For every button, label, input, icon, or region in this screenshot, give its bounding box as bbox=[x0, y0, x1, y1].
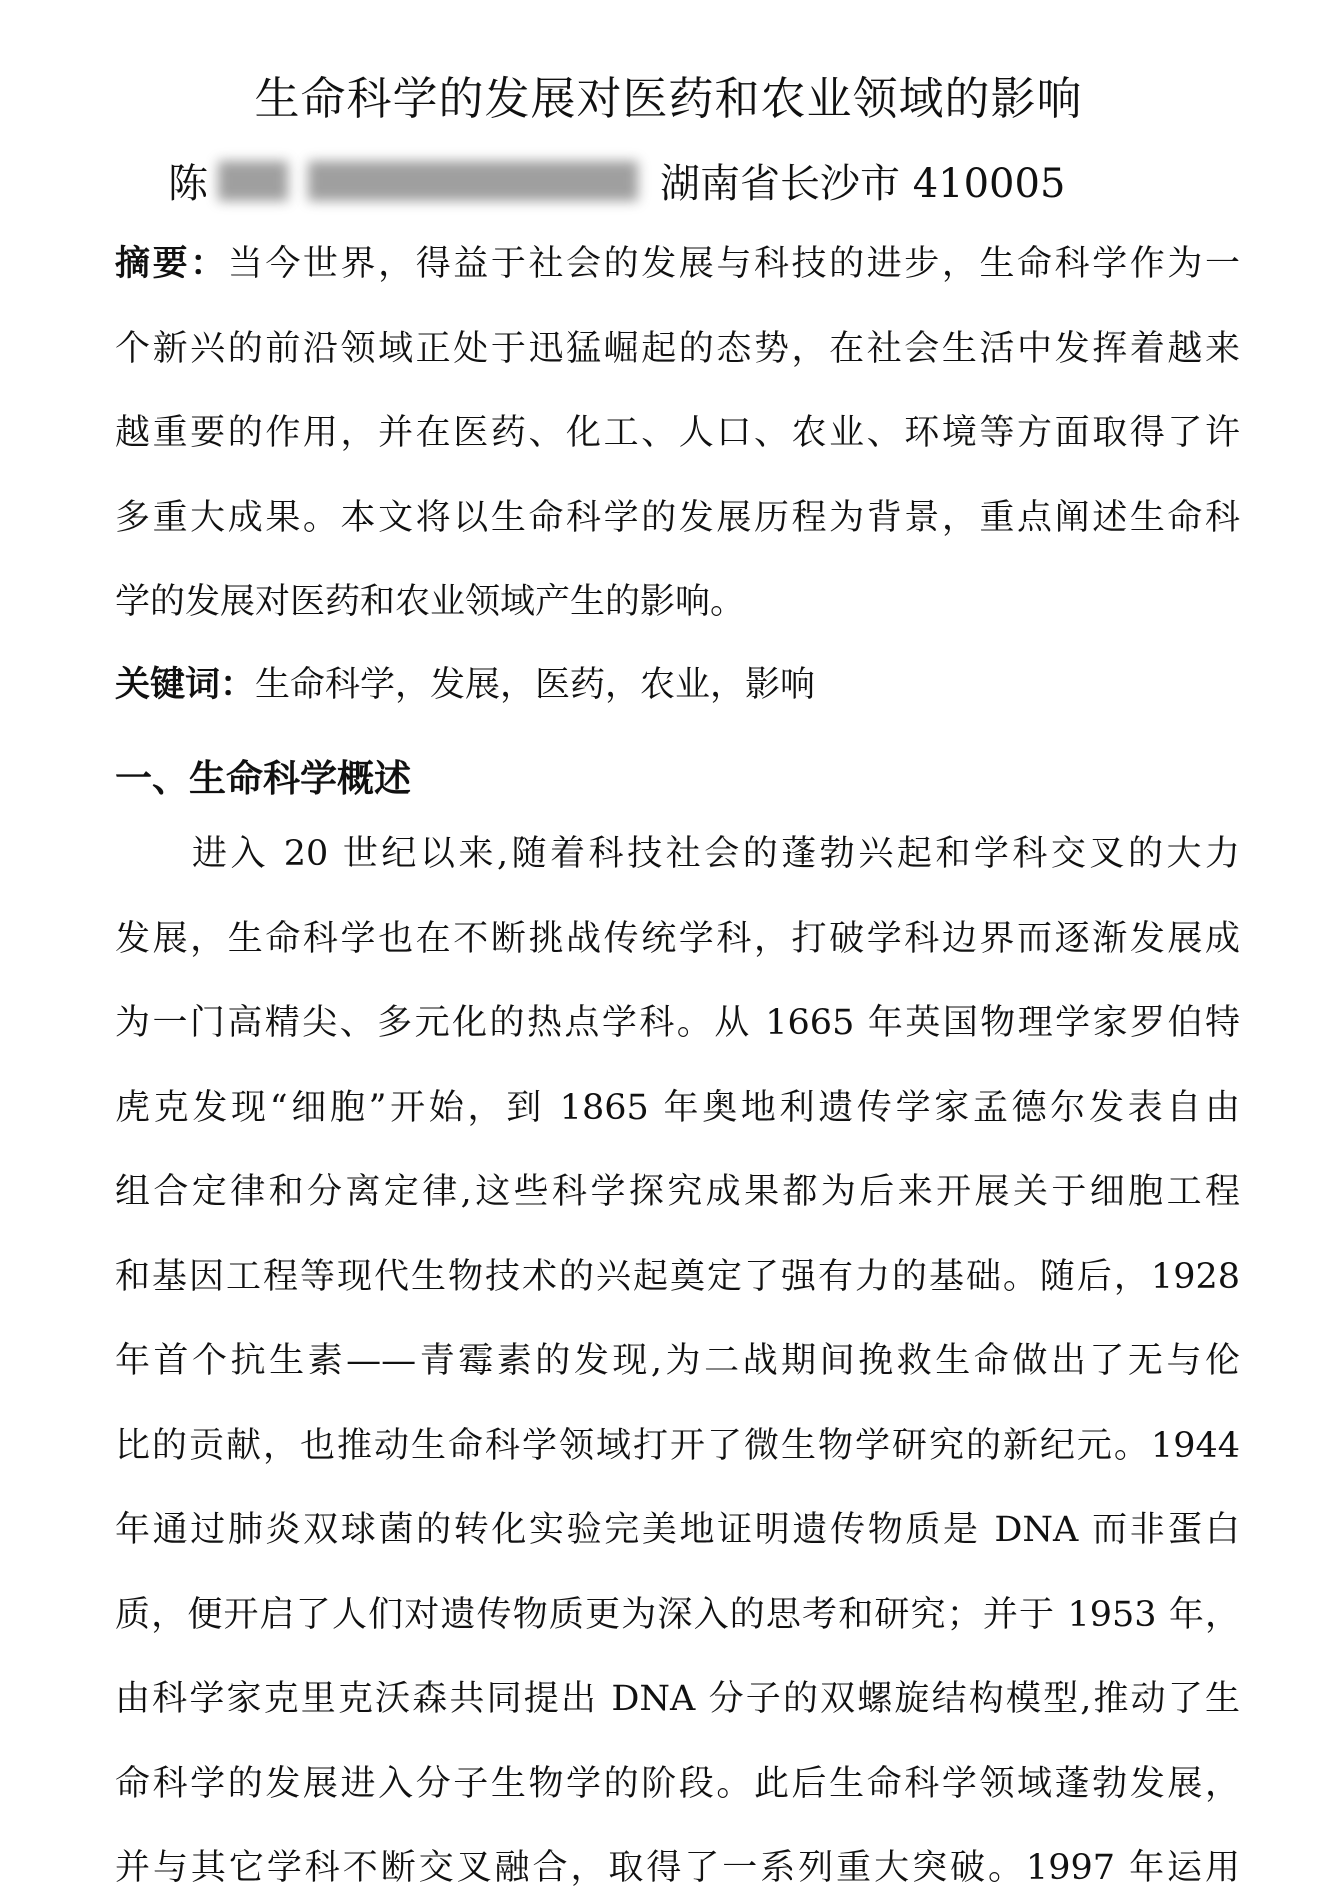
body-line: 由科学家克里克沃森共同提出 DNA 分子的双螺旋结构模型,推动了生 bbox=[115, 1679, 1240, 1719]
abstract-text: 当今世界，得益于社会的发展与科技的进步，生命科学作为一 bbox=[227, 244, 1240, 284]
body-line: 和基因工程等现代生物技术的兴起奠定了强有力的基础。随后，1928 bbox=[115, 1256, 1240, 1297]
body-line: 比的贡献，也推动生命科学领域打开了微生物学研究的新纪元。1944 bbox=[115, 1425, 1240, 1466]
body-line: 虎克发现“细胞”开始，到 1865 年奥地利遗传学家孟德尔发表自由 bbox=[115, 1087, 1240, 1128]
section-heading: 一、生命科学概述 bbox=[115, 756, 411, 800]
keywords bbox=[115, 664, 1240, 706]
author-line bbox=[168, 152, 1065, 209]
keywords-label: 关键词： bbox=[115, 664, 256, 705]
body-line: 进入 20 世纪以来,随着科技社会的蓬勃兴起和学科交叉的大力 bbox=[115, 834, 1240, 874]
body-line: 命科学的发展进入分子生物学的阶段。此后生命科学领域蓬勃发展， bbox=[115, 1763, 1240, 1804]
author-surname: 陈 bbox=[168, 161, 208, 207]
body-line: 组合定律和分离定律,这些科学探究成果都为后来开展关于细胞工程 bbox=[115, 1172, 1240, 1212]
abstract-label: 摘要： bbox=[115, 243, 228, 284]
body-line: 质，便开启了人们对遗传物质更为深入的思考和研究；并于 1953 年， bbox=[115, 1594, 1240, 1635]
abstract-line: 越重要的作用，并在医药、化工、人口、农业、环境等方面取得了许 bbox=[115, 413, 1240, 453]
paper-title: 生命科学的发展对医药和农业领域的影响 bbox=[254, 72, 1083, 125]
abstract-line: 学的发展对医药和农业领域产生的影响。 bbox=[115, 582, 746, 622]
abstract-line: 个新兴的前沿领域正处于迅猛崛起的态势，在社会生活中发挥着越来 bbox=[115, 328, 1240, 369]
keywords-text: 生命科学，发展，医药，农业，影响 bbox=[255, 665, 816, 705]
abstract-line bbox=[115, 243, 1240, 285]
abstract-line: 多重大成果。本文将以生命科学的发展历程为背景，重点阐述生命科 bbox=[115, 497, 1240, 538]
redacted-affiliation bbox=[308, 161, 638, 201]
body-line: 为一门高精尖、多元化的热点学科。从 1665 年英国物理学家罗伯特 bbox=[115, 1003, 1240, 1043]
redacted-name bbox=[218, 161, 288, 201]
body-line: 发展，生命科学也在不断挑战传统学科，打破学科边界而逐渐发展成 bbox=[115, 918, 1240, 959]
author-location: 湖南省长沙市 410005 bbox=[660, 161, 1066, 207]
body-line: 年首个抗生素——青霉素的发现,为二战期间挽救生命做出了无与伦 bbox=[115, 1341, 1240, 1381]
body-line: 并与其它学科不断交叉融合，取得了一系列重大突破。1997 年运用 bbox=[115, 1848, 1240, 1888]
body-line: 年通过肺炎双球菌的转化实验完美地证明遗传物质是 DNA 而非蛋白 bbox=[115, 1510, 1240, 1550]
